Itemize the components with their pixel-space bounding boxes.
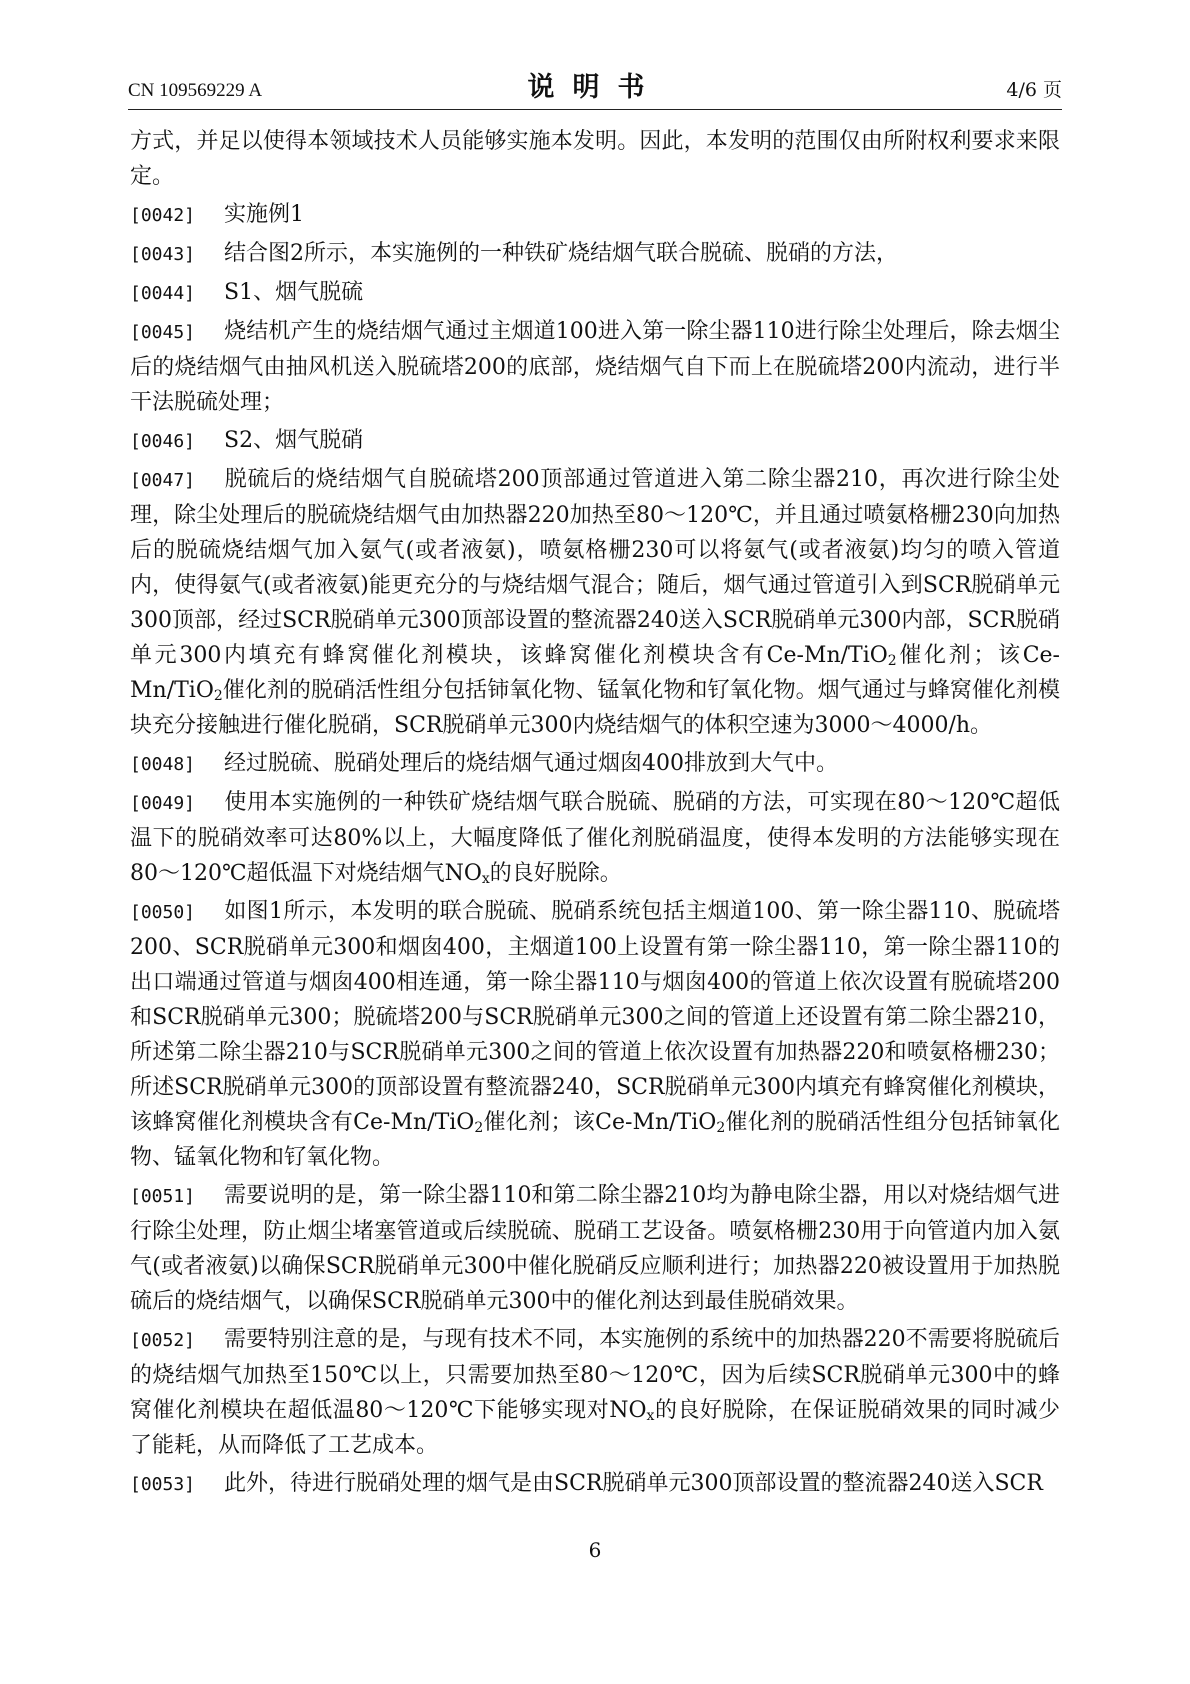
paragraph-text: 催化剂的脱硝活性组分包括铈氧化物、锰氧化物和钌氧化物。烟气通过与蜂窝催化剂模块充分接触进行催化脱硝，SCR脱硝单元300内烧结烟气的体积空速为3000～4000/h。 [130, 678, 1060, 738]
paragraph-number: [0045] [130, 322, 196, 343]
paragraph [130, 785, 1060, 891]
paragraph-number: [0051] [130, 1186, 196, 1207]
paragraph [130, 1178, 1060, 1319]
paragraph-text: 脱硫后的烧结烟气自脱硫塔200顶部通过管道进入第二除尘器210，再次进行除尘处理，除尘处理后的脱硫烧结烟气由加热器220加热至80～120℃，并且通过喷氨格栅230向加热后的脱硫烧结烟气加入氨气(或者液氨)，喷氨格栅230可以将氨气(或者液氨)均匀的喷入管道内，使得氨气(或者液氨)能更充分的与烧结烟气混合；随后，烟气通过管道引入到SCR脱硝单元300顶部，经过SCR脱硝单元300顶部设置的整流器240送入SCR脱硝单元300内部，SCR脱硝单元300内填充有蜂窝催化剂模块，该蜂窝催化剂模块含有Ce-Mn/TiO [130, 467, 1060, 668]
paragraph-number: [0043] [130, 244, 196, 265]
paragraph-number: [0047] [130, 470, 196, 491]
paragraph-text: 使用本实施例的一种铁矿烧结烟气联合脱硫、脱硝的方法，可实现在80～120℃超低温下的脱硝效率可达80%以上，大幅度降低了催化剂脱硝温度，使得本发明的方法能够实现在80～120℃超低温下对烧结烟气NO [130, 790, 1060, 886]
paragraph [130, 1466, 1060, 1502]
paragraph-number: [0046] [130, 431, 196, 452]
paragraph-text: 的良好脱除。 [489, 861, 622, 886]
subscript: x [646, 1408, 655, 1424]
paragraph-text: S1、烟气脱硫 [224, 280, 364, 305]
paragraph-number: [0048] [130, 754, 196, 775]
header-rule [128, 109, 1062, 110]
paragraph [130, 314, 1060, 420]
paragraph [130, 423, 1060, 459]
paragraph [130, 236, 1060, 272]
page-number: 6 [588, 1538, 602, 1562]
paragraph [130, 746, 1060, 782]
page-header [128, 70, 1062, 108]
paragraph-text: 经过脱硫、脱硝处理后的烧结烟气通过烟囱400排放到大气中。 [224, 751, 838, 776]
paragraph [130, 462, 1060, 743]
paragraph-number: [0053] [130, 1474, 196, 1495]
paragraph-text: 烧结机产生的烧结烟气通过主烟道100进入第一除尘器110进行除尘处理后，除去烟尘后的烧结烟气由抽风机送入脱硫塔200的底部，烧结烟气自下而上在脱硫塔200内流动，进行半干法脱硫处理； [130, 319, 1060, 415]
publication-number: CN 109569229 A [128, 80, 263, 101]
paragraph-text: 催化剂的脱硝活性组分包括铈氧化物、锰氧化物和钌氧化物。 [130, 1110, 1061, 1170]
paragraph-text: 需要特别注意的是，与现有技术不同，本实施例的系统中的加热器220不需要将脱硫后的烧结烟气加热至150℃以上，只需要加热至80～120℃，因为后续SCR脱硝单元300中的蜂窝催化剂模块在超低温80～120℃下能够实现对NO [130, 1327, 1060, 1423]
paragraph-text: 此外，待进行脱硝处理的烟气是由SCR脱硝单元300顶部设置的整流器240送入SCR [224, 1471, 1043, 1496]
paragraph-text: 需要说明的是，第一除尘器110和第二除尘器210均为静电除尘器，用以对烧结烟气进行除尘处理，防止烟尘堵塞管道或后续脱硫、脱硝工艺设备。喷氨格栅230用于向管道内加入氨气(或者液氨)以确保SCR脱硝单元300中催化脱硝反应顺利进行；加热器220被设置用于加热脱硫后的烧结烟气，以确保SCR脱硝单元300中的催化剂达到最佳脱硝效果。 [130, 1183, 1060, 1314]
paragraph-text: 如图1所示，本发明的联合脱硫、脱硝系统包括主烟道100、第一除尘器110、脱硫塔200、SCR脱硝单元300和烟囱400，主烟道100上设置有第一除尘器110，第一除尘器110的出口端通过管道与烟囱400相连通，第一除尘器110与烟囱400的管道上依次设置有脱硫塔200和SCR脱硝单元300；脱硫塔200与SCR脱硝单元300之间的管道上还设置有第二除尘器210，所述第二除尘器210与SCR脱硝单元300之间的管道上依次设置有加热器220和喷氨格栅230；所述SCR脱硝单元300的顶部设置有整流器240，SCR脱硝单元300内填充有蜂窝催化剂模块，该蜂窝催化剂模块含有Ce-Mn/TiO [130, 899, 1060, 1135]
paragraph-number: [0044] [130, 283, 196, 304]
paragraph-text: 催化剂；该Ce-Mn/TiO [130, 643, 1060, 703]
paragraph-text: S2、烟气脱硝 [224, 428, 364, 453]
subscript: 2 [213, 688, 223, 704]
document-body [130, 124, 1060, 1505]
paragraph [130, 1322, 1060, 1463]
page-indicator: 4/6 页 [1006, 79, 1062, 101]
paragraph-text: 结合图2所示，本实施例的一种铁矿烧结烟气联合脱硫、脱硝的方法， [224, 241, 898, 266]
paragraph-list [130, 197, 1060, 1502]
paragraph [130, 894, 1060, 1175]
subscript: x [481, 871, 490, 887]
continuation-paragraph: 方式，并足以使得本领域技术人员能够实施本发明。因此，本发明的范围仅由所附权利要求来限定。 [130, 129, 1060, 189]
paragraph [130, 275, 1060, 311]
paragraph-text: 的良好脱除，在保证脱硝效果的同时减少了能耗，从而降低了工艺成本。 [130, 1398, 1060, 1458]
paragraph-number: [0052] [130, 1330, 196, 1351]
subscript: 2 [716, 1120, 726, 1136]
paragraph-number: [0049] [130, 793, 196, 814]
document-title: 说明书 [527, 72, 663, 103]
paragraph [130, 197, 1060, 233]
paragraph-number: [0050] [130, 902, 196, 923]
paragraph-text: 催化剂；该Ce-Mn/TiO [483, 1110, 717, 1135]
paragraph-number: [0042] [130, 205, 196, 226]
subscript: 2 [887, 653, 897, 669]
paragraph-text: 实施例1 [224, 202, 304, 227]
subscript: 2 [474, 1120, 484, 1136]
